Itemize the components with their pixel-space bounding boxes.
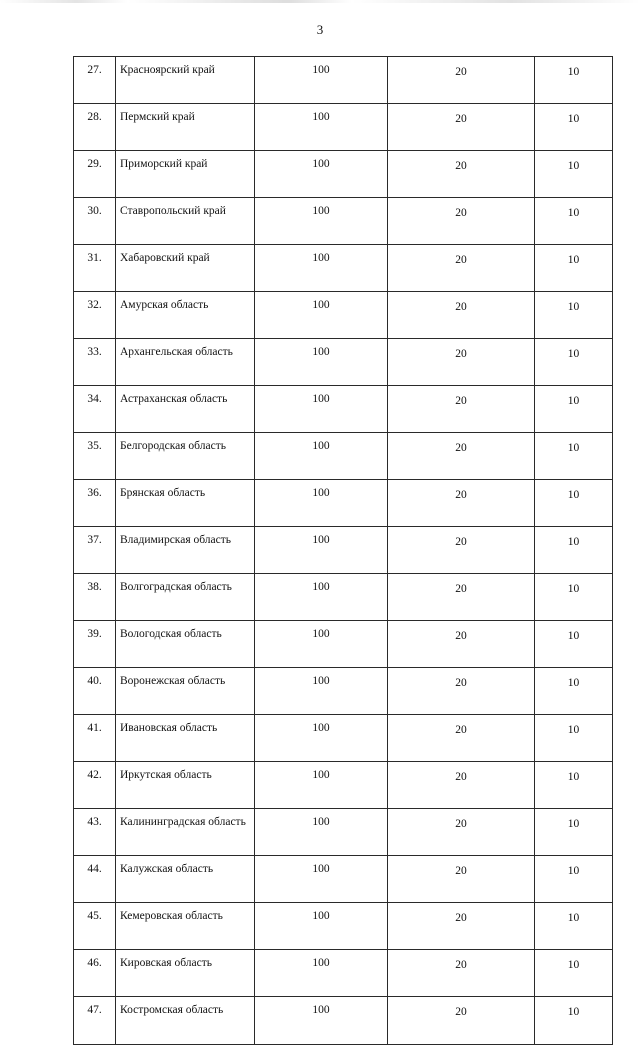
row-number: 39. bbox=[74, 621, 116, 668]
region-name: Архангельская область bbox=[116, 339, 255, 386]
value-col-3: 10 bbox=[535, 57, 613, 104]
regions-table bbox=[73, 56, 613, 1045]
row-number: 42. bbox=[74, 762, 116, 809]
value-col-1: 100 bbox=[255, 339, 388, 386]
table-row bbox=[74, 480, 613, 527]
value-col-1: 100 bbox=[255, 574, 388, 621]
value-col-1: 100 bbox=[255, 715, 388, 762]
value-col-2: 20 bbox=[388, 856, 535, 903]
table-row bbox=[74, 245, 613, 292]
table-row bbox=[74, 386, 613, 433]
region-name: Кемеровская область bbox=[116, 903, 255, 950]
table-row bbox=[74, 527, 613, 574]
table-row bbox=[74, 151, 613, 198]
value-col-3: 10 bbox=[535, 433, 613, 480]
value-col-2: 20 bbox=[388, 809, 535, 856]
region-name: Брянская область bbox=[116, 480, 255, 527]
region-name: Вологодская область bbox=[116, 621, 255, 668]
row-number: 45. bbox=[74, 903, 116, 950]
value-col-2: 20 bbox=[388, 104, 535, 151]
table-row bbox=[74, 809, 613, 856]
value-col-2: 20 bbox=[388, 950, 535, 997]
value-col-3: 10 bbox=[535, 480, 613, 527]
table-row bbox=[74, 668, 613, 715]
value-col-2: 20 bbox=[388, 668, 535, 715]
region-name: Белгородская область bbox=[116, 433, 255, 480]
region-name: Калининградская область bbox=[116, 809, 255, 856]
value-col-2: 20 bbox=[388, 57, 535, 104]
value-col-2: 20 bbox=[388, 386, 535, 433]
row-number: 40. bbox=[74, 668, 116, 715]
value-col-2: 20 bbox=[388, 621, 535, 668]
regions-table-body bbox=[74, 57, 613, 1045]
region-name: Красноярский край bbox=[116, 57, 255, 104]
value-col-1: 100 bbox=[255, 292, 388, 339]
table-row bbox=[74, 57, 613, 104]
row-number: 46. bbox=[74, 950, 116, 997]
region-name: Ставропольский край bbox=[116, 198, 255, 245]
value-col-2: 20 bbox=[388, 715, 535, 762]
row-number: 38. bbox=[74, 574, 116, 621]
region-name: Приморский край bbox=[116, 151, 255, 198]
value-col-2: 20 bbox=[388, 903, 535, 950]
value-col-3: 10 bbox=[535, 856, 613, 903]
value-col-3: 10 bbox=[535, 386, 613, 433]
row-number: 34. bbox=[74, 386, 116, 433]
row-number: 33. bbox=[74, 339, 116, 386]
value-col-2: 20 bbox=[388, 198, 535, 245]
value-col-1: 100 bbox=[255, 856, 388, 903]
value-col-1: 100 bbox=[255, 762, 388, 809]
region-name: Пермский край bbox=[116, 104, 255, 151]
value-col-3: 10 bbox=[535, 762, 613, 809]
table-row bbox=[74, 574, 613, 621]
value-col-3: 10 bbox=[535, 104, 613, 151]
row-number: 32. bbox=[74, 292, 116, 339]
row-number: 31. bbox=[74, 245, 116, 292]
table-row bbox=[74, 997, 613, 1045]
value-col-1: 100 bbox=[255, 198, 388, 245]
table-row bbox=[74, 621, 613, 668]
table-row bbox=[74, 715, 613, 762]
value-col-1: 100 bbox=[255, 57, 388, 104]
value-col-1: 100 bbox=[255, 480, 388, 527]
value-col-1: 100 bbox=[255, 950, 388, 997]
row-number: 36. bbox=[74, 480, 116, 527]
value-col-1: 100 bbox=[255, 151, 388, 198]
table-row bbox=[74, 198, 613, 245]
table-row bbox=[74, 762, 613, 809]
value-col-2: 20 bbox=[388, 151, 535, 198]
value-col-2: 20 bbox=[388, 480, 535, 527]
row-number: 37. bbox=[74, 527, 116, 574]
value-col-3: 10 bbox=[535, 151, 613, 198]
value-col-1: 100 bbox=[255, 809, 388, 856]
row-number: 28. bbox=[74, 104, 116, 151]
table-row bbox=[74, 104, 613, 151]
value-col-3: 10 bbox=[535, 621, 613, 668]
value-col-1: 100 bbox=[255, 433, 388, 480]
row-number: 27. bbox=[74, 57, 116, 104]
region-name: Калужская область bbox=[116, 856, 255, 903]
value-col-2: 20 bbox=[388, 527, 535, 574]
value-col-2: 20 bbox=[388, 762, 535, 809]
value-col-2: 20 bbox=[388, 433, 535, 480]
value-col-2: 20 bbox=[388, 997, 535, 1045]
value-col-2: 20 bbox=[388, 574, 535, 621]
value-col-1: 100 bbox=[255, 386, 388, 433]
value-col-3: 10 bbox=[535, 809, 613, 856]
row-number: 41. bbox=[74, 715, 116, 762]
value-col-3: 10 bbox=[535, 715, 613, 762]
row-number: 44. bbox=[74, 856, 116, 903]
value-col-1: 100 bbox=[255, 527, 388, 574]
value-col-1: 100 bbox=[255, 621, 388, 668]
value-col-3: 10 bbox=[535, 198, 613, 245]
value-col-3: 10 bbox=[535, 903, 613, 950]
value-col-3: 10 bbox=[535, 950, 613, 997]
value-col-1: 100 bbox=[255, 668, 388, 715]
region-name: Воронежская область bbox=[116, 668, 255, 715]
region-name: Ивановская область bbox=[116, 715, 255, 762]
row-number: 43. bbox=[74, 809, 116, 856]
row-number: 29. bbox=[74, 151, 116, 198]
region-name: Волгоградская область bbox=[116, 574, 255, 621]
region-name: Амурская область bbox=[116, 292, 255, 339]
value-col-3: 10 bbox=[535, 339, 613, 386]
value-col-2: 20 bbox=[388, 292, 535, 339]
row-number: 47. bbox=[74, 997, 116, 1045]
table-row bbox=[74, 903, 613, 950]
row-number: 30. bbox=[74, 198, 116, 245]
value-col-3: 10 bbox=[535, 574, 613, 621]
table-row bbox=[74, 856, 613, 903]
value-col-3: 10 bbox=[535, 997, 613, 1045]
value-col-3: 10 bbox=[535, 527, 613, 574]
row-number: 35. bbox=[74, 433, 116, 480]
value-col-3: 10 bbox=[535, 668, 613, 715]
value-col-1: 100 bbox=[255, 997, 388, 1045]
value-col-1: 100 bbox=[255, 104, 388, 151]
table-row bbox=[74, 433, 613, 480]
region-name: Хабаровский край bbox=[116, 245, 255, 292]
table-row bbox=[74, 292, 613, 339]
value-col-3: 10 bbox=[535, 292, 613, 339]
region-name: Иркутская область bbox=[116, 762, 255, 809]
value-col-1: 100 bbox=[255, 903, 388, 950]
region-name: Астраханская область bbox=[116, 386, 255, 433]
table-row bbox=[74, 950, 613, 997]
region-name: Костромская область bbox=[116, 997, 255, 1045]
value-col-2: 20 bbox=[388, 339, 535, 386]
region-name: Кировская область bbox=[116, 950, 255, 997]
value-col-1: 100 bbox=[255, 245, 388, 292]
value-col-2: 20 bbox=[388, 245, 535, 292]
value-col-3: 10 bbox=[535, 245, 613, 292]
table-row bbox=[74, 339, 613, 386]
page-number: 3 bbox=[316, 22, 324, 37]
scan-edge-artifact bbox=[0, 0, 640, 3]
region-name: Владимирская область bbox=[116, 527, 255, 574]
